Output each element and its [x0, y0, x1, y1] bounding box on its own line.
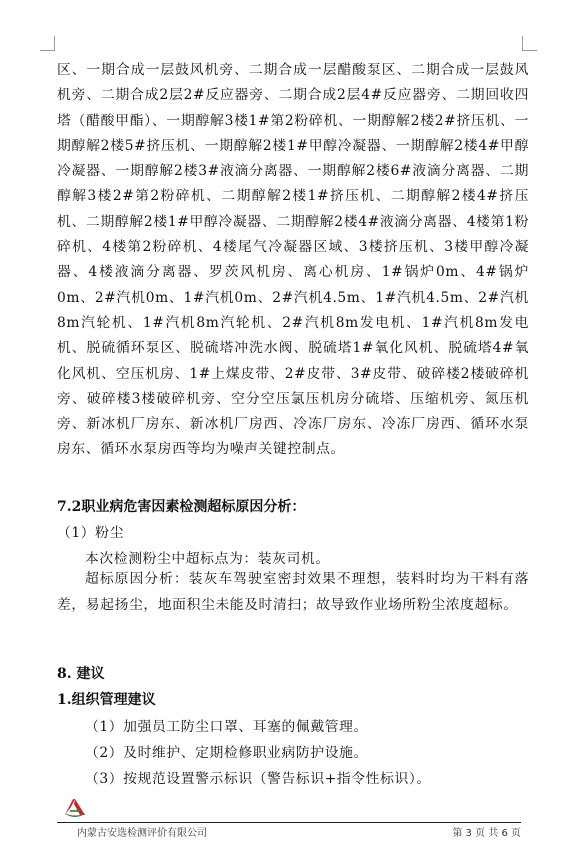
dust-exceed-reason-paragraph: 超标原因分析：装灰车驾驶室密封效果不理想，装料时均为干料有落差，易起扬尘，地面积尘未能及时清扫；故导致作业场所粉尘浓度超标。 [57, 571, 529, 613]
dust-item-label: （1）粉尘 [57, 525, 124, 541]
dust-exceed-point-text: 本次检测粉尘中超标点为：装灰司机。 [85, 551, 330, 567]
noise-control-points-paragraph: 区、一期合成一层鼓风机旁、二期合成一层醋酸泵区、二期合成一层鼓风机旁、二期合成2层2#反应器旁、二期合成2层4#反应器旁、二期回收四塔（醋酸甲酯）、一期醇解3楼1#第2粉碎机、一期醇解2楼2#挤压机、一期醇解2楼5#挤压机、一期醇解2楼1#甲醇冷凝器、一期醇解2楼4#甲醇冷凝器、一期醇解2楼3#液滴分离器、一期醇解2楼6#液滴分离器、二期醇解3楼2#第2粉碎机、二期醇解2楼1#挤压机、二期醇解2楼4#挤压机、二期醇解2楼1#甲醇冷凝器、二期醇解2楼4#液滴分离器、4楼第1粉碎机、4楼第2粉碎机、4楼尾气冷凝器区域、3楼挤压机、3楼甲醇冷凝器、4楼液滴分离器、罗茨风机房、离心机房、1#锅炉0m、4#锅炉0m、2#汽机0m、1#汽机0m、2#汽机4.5m、1#汽机4.5m、2#汽机8m汽轮机、1#汽机8m汽轮机、2#汽机8m发电机、1#汽机8m发电机、脱硫循环泵区、脱硫塔冲洗水阀、脱硫塔1#氧化风机、脱硫塔4#氧化风机、空压机房、1#上煤皮带、2#皮带、3#皮带、破碎楼2楼破碎机旁、破碎楼3楼破碎机旁、空分空压氯压机房分硫塔、压缩机旁、氮压机旁、新冰机厂房东、新冰机厂房西、冷冻厂房东、冷冻厂房西、循环水泵房东、循环水泵房西等均为噪声关键控制点。 [57, 62, 529, 458]
page-corner-mark-left [40, 36, 55, 51]
suggestion-item: （3）按规范设置警示标识（警告标识+指令性标识）。 [85, 771, 431, 787]
section-7-2-heading: 7.2职业病危害因素检测超标原因分析： [57, 499, 306, 515]
footer-page-number: 第 3 页 共 6 页 [452, 828, 521, 839]
organization-management-subheading: 1.组织管理建议 [57, 692, 156, 708]
section-8-heading: 8. 建议 [57, 666, 105, 682]
footer-company-name: 内蒙古安选检测评价有限公司 [77, 828, 207, 839]
footer-rule [57, 822, 521, 823]
page-footer [57, 795, 521, 839]
suggestion-item: （2）及时维护、定期检修职业病防护设施。 [85, 745, 368, 761]
page-corner-mark-right [522, 36, 537, 51]
suggestion-item: （1）加强员工防尘口罩、耳塞的佩戴管理。 [85, 719, 368, 735]
company-logo-icon [62, 795, 88, 821]
